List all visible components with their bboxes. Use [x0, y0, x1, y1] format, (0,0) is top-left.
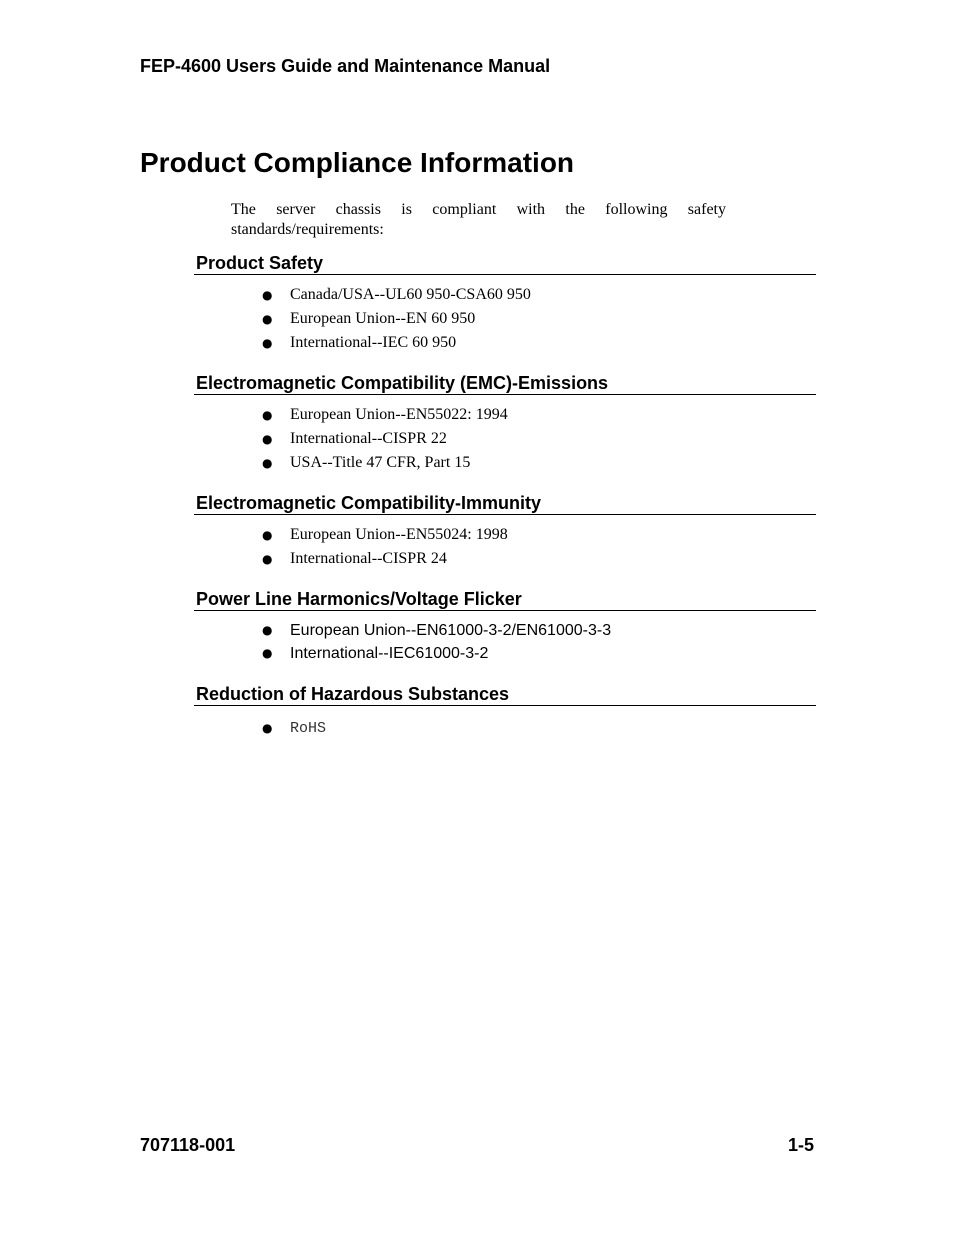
bullet-list-product-safety	[262, 283, 531, 355]
bullet-list-power-line-harmonics	[262, 619, 611, 665]
bullet-list-emc-immunity	[262, 523, 508, 571]
section-heading-emc-emissions: Electromagnetic Compatibility (EMC)-Emissions	[194, 373, 816, 395]
running-header: FEP-4600 Users Guide and Maintenance Manual	[140, 56, 551, 76]
page-title: Product Compliance Information	[140, 147, 575, 178]
bullet-icon: ●	[262, 646, 273, 660]
bullet-icon: ●	[262, 312, 273, 326]
list-item: ● USA--Title 47 CFR, Part 15	[262, 451, 508, 475]
list-item: ● European Union--EN61000-3-2/EN61000-3-3	[262, 619, 611, 642]
bullet-icon: ●	[262, 528, 273, 542]
list-item: ● International--IEC61000-3-2	[262, 642, 611, 665]
section-heading-emc-immunity: Electromagnetic Compatibility-Immunity	[194, 493, 816, 515]
bullet-list-emc-emissions	[262, 403, 508, 475]
intro-paragraph: The server chassis is compliant with the following safety standards/requirements:	[231, 201, 726, 238]
list-item: ● European Union--EN55024: 1998	[262, 523, 508, 547]
bullet-icon: ●	[262, 288, 273, 302]
list-item: ● Canada/USA--UL60 950-CSA60 950	[262, 283, 531, 307]
bullet-icon: ●	[262, 456, 273, 470]
footer-page-number: 1-5	[787, 1135, 814, 1155]
bullet-icon: ●	[262, 432, 273, 446]
list-item: ● RoHS	[262, 716, 326, 740]
bullet-icon: ●	[262, 408, 273, 422]
bullet-icon: ●	[262, 721, 273, 735]
bullet-icon: ●	[262, 336, 273, 350]
list-item: ● European Union--EN 60 950	[262, 307, 531, 331]
section-heading-product-safety: Product Safety	[194, 253, 816, 275]
bullet-icon: ●	[262, 623, 273, 637]
list-item: ● International--CISPR 22	[262, 427, 508, 451]
list-item: ● International--CISPR 24	[262, 547, 508, 571]
list-item: ● International--IEC 60 950	[262, 331, 531, 355]
section-heading-power-line-harmonics: Power Line Harmonics/Voltage Flicker	[194, 589, 816, 611]
bullet-icon: ●	[262, 552, 273, 566]
bullet-list-hazardous-substances	[262, 716, 326, 740]
section-heading-hazardous-substances: Reduction of Hazardous Substances	[194, 684, 816, 706]
list-item: ● European Union--EN55022: 1994	[262, 403, 508, 427]
footer-document-number: 707118-001	[140, 1135, 236, 1155]
